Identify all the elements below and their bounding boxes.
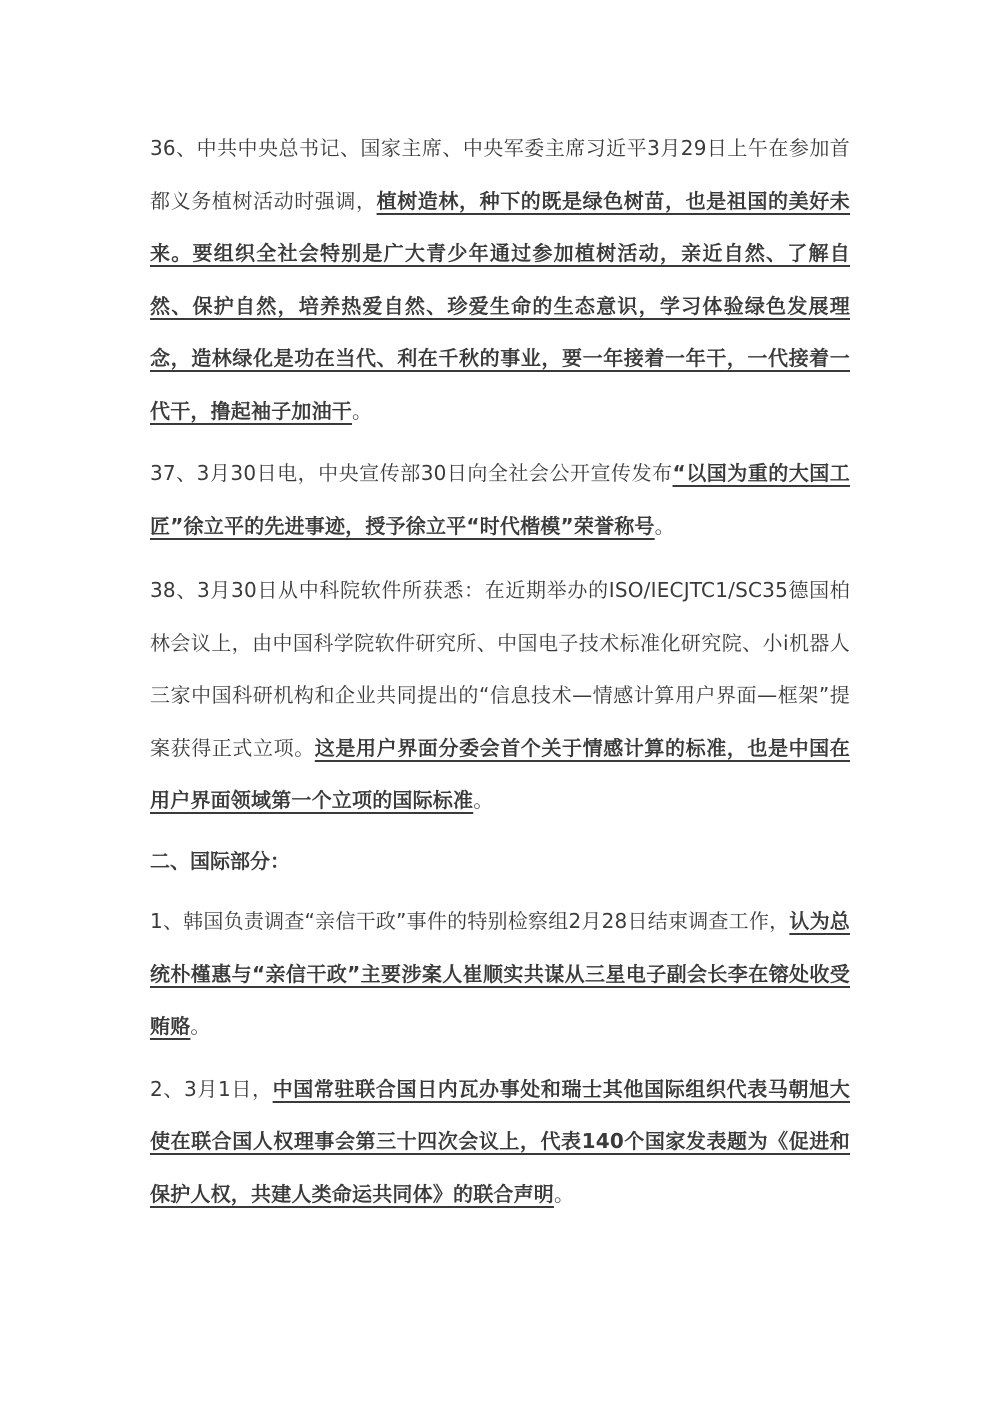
- intl-news-item-2-highlight: 中国常驻联合国日内瓦办事处和瑞士其他国际组织代表马朝旭大使在联合国人权理事会第三十四次会议上，代表140个国家发表题为《促进和保护人权，共建人类命运共同体》的联合声明: [150, 1076, 850, 1206]
- document-page: [150, 122, 850, 1230]
- intl-news-item-2-text: 2、3月1日，: [150, 1076, 273, 1101]
- news-item-38: [150, 564, 850, 827]
- intl-news-item-1-text: 1、韩国负责调查“亲信干政”事件的特别检察组2月28日结束调查工作，: [150, 909, 790, 933]
- news-item-37-highlight: “以国为重的大国工匠”徐立平的先进事迹，授予徐立平“时代楷模”荣誉称号: [150, 461, 851, 538]
- intl-news-item-2: [150, 1063, 850, 1221]
- intl-news-item-1-highlight: 认为总统朴槿惠与“亲信干政”主要涉案人崔顺实共谋从三星电子副会长李在镕处收受贿赂: [150, 909, 850, 1038]
- news-item-37-text: 37、3月30日电，中央宣传部30日向全社会公开宣传发布: [150, 461, 673, 485]
- news-item-36: [150, 122, 850, 437]
- news-item-37-end: 。: [654, 513, 675, 538]
- news-item-36-end: 。: [352, 398, 373, 423]
- news-item-38-highlight: 这是用户界面分委会首个关于情感计算的标准，也是中国在用户界面领域第一个立项的国际标准: [150, 735, 850, 812]
- intl-news-item-2-end: 。: [554, 1181, 575, 1206]
- section-heading-international: 二、国际部分：: [150, 848, 290, 873]
- news-item-36-text: 36、中共中央总书记、国家主席、中央军委主席习近平3月29日上午在参加首都义务植树活动时强调，: [150, 136, 850, 213]
- intl-news-item-1: [150, 895, 850, 1053]
- intl-news-item-1-end: 。: [190, 1014, 211, 1038]
- news-item-38-end: 。: [473, 788, 494, 812]
- news-item-36-highlight: 植树造林，种下的既是绿色树苗，也是祖国的美好未来。要组织全社会特别是广大青少年通过参加植树活动，亲近自然、了解自然、保护自然，培养热爱自然、珍爱生命的生态意识，学习体验绿色发展理念，造林绿化是功在当代、利在千秋的事业，要一年接着一年干，一代接着一代干，撸起袖子加油干: [150, 188, 851, 423]
- news-item-37: [150, 447, 850, 552]
- news-item-38-text: 38、3月30日从中科院软件所获悉：在近期举办的ISO/IECJTC1/SC35德国柏林会议上，由中国科学院软件研究所、中国电子技术标准化研究院、小i机器人三家中国科研机构和企业共同提出的“信息技术—情感计算用户界面—框架”提案获得正式立项。: [150, 578, 850, 760]
